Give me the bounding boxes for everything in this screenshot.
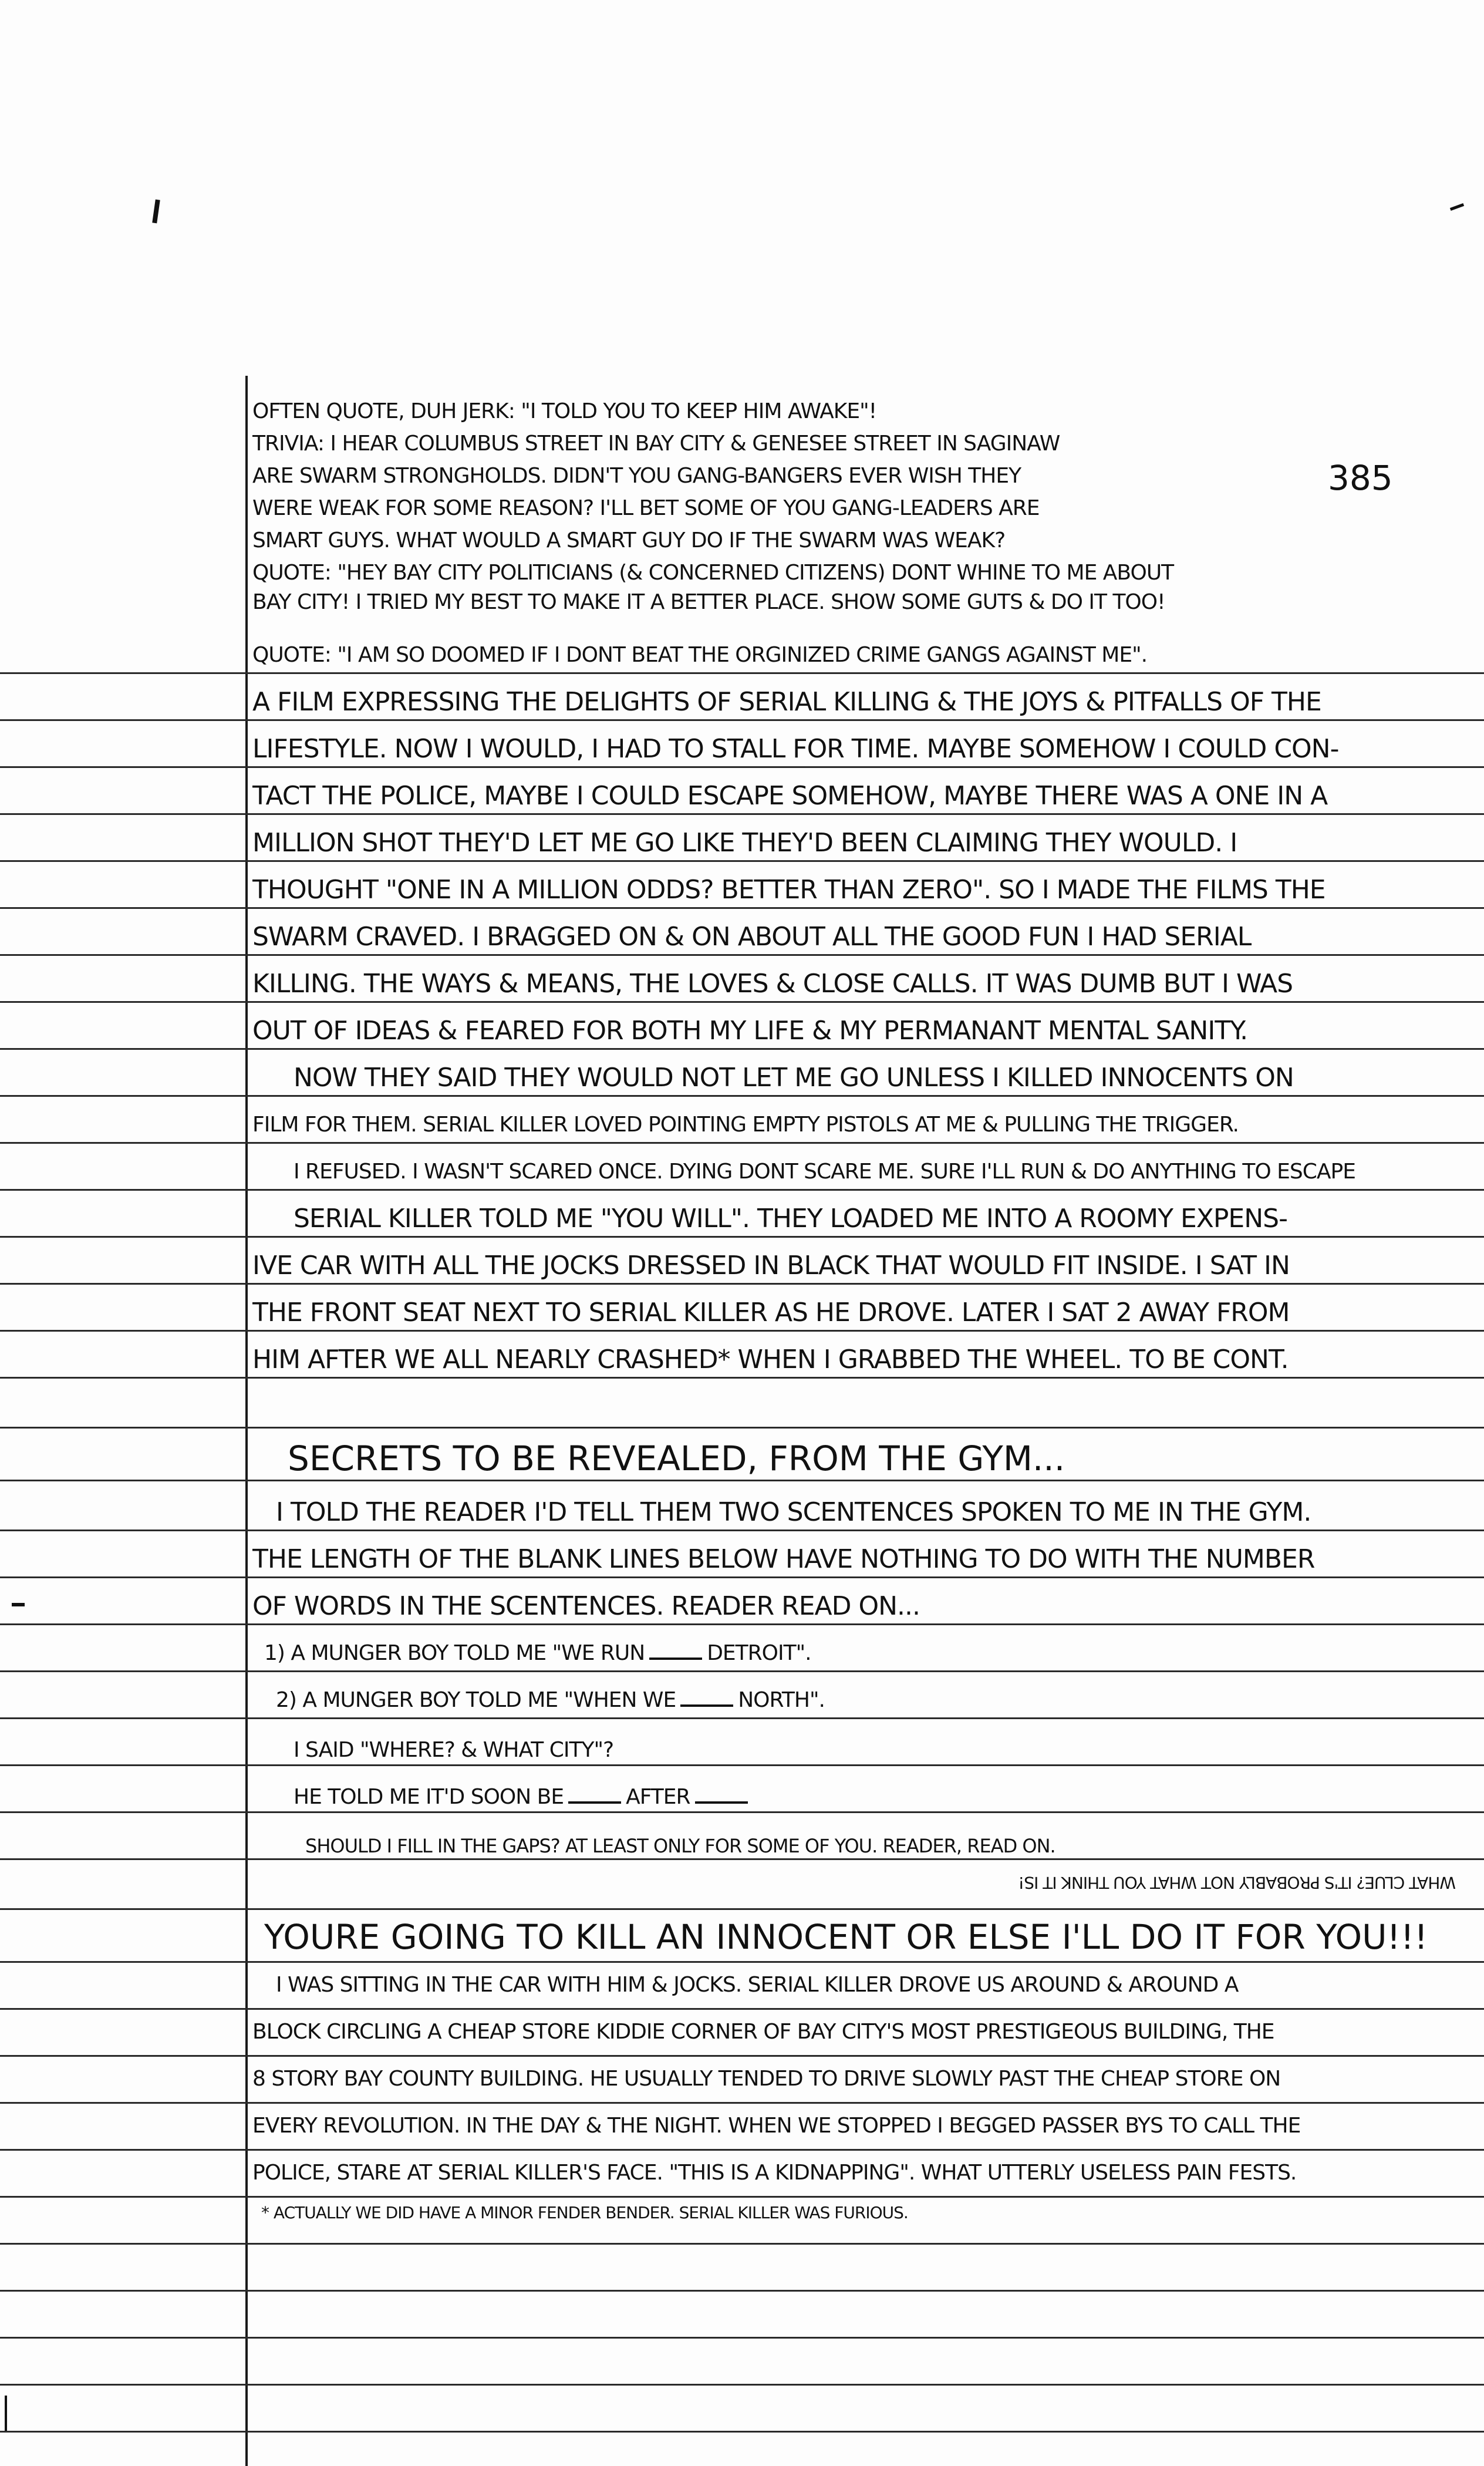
- text-line: OF WORDS IN THE SCENTENCES. READER READ ON...: [252, 1591, 920, 1621]
- text-line: SWARM CRAVED. I BRAGGED ON & ON ABOUT ALL THE GOOD FUN I HAD SERIAL: [252, 922, 1252, 952]
- text-line: EVERY REVOLUTION. IN THE DAY & THE NIGHT. WHEN WE STOPPED I BEGGED PASSER BYS TO CALL THE: [252, 2114, 1301, 2138]
- ruled-line: [0, 2243, 1484, 2245]
- ruled-line: [0, 1961, 1484, 1963]
- text-line: OFTEN QUOTE, DUH JERK: "I TOLD YOU TO KEEP HIM AWAKE"!: [252, 399, 877, 423]
- scan-mark: [152, 200, 160, 224]
- scan-mark: [5, 2396, 7, 2431]
- ruled-line: [0, 1142, 1484, 1144]
- ruled-line: [0, 1480, 1484, 1481]
- footnote: * ACTUALLY WE DID HAVE A MINOR FENDER BENDER. SERIAL KILLER WAS FURIOUS.: [261, 2203, 908, 2222]
- text-line: OUT OF IDEAS & FEARED FOR BOTH MY LIFE & MY PERMANANT MENTAL SANITY.: [252, 1016, 1248, 1046]
- text-line: I SAID "WHERE? & WHAT CITY"?: [294, 1738, 614, 1762]
- ruled-line: [0, 1048, 1484, 1050]
- text-line: SMART GUYS. WHAT WOULD A SMART GUY DO IF THE SWARM WAS WEAK?: [252, 528, 1006, 553]
- text-line: HIM AFTER WE ALL NEARLY CRASHED* WHEN I GRABBED THE WHEEL. TO BE CONT.: [252, 1345, 1289, 1375]
- text-line: SHOULD I FILL IN THE GAPS? AT LEAST ONLY FOR SOME OF YOU. READER, READ ON.: [305, 1835, 1055, 1857]
- blank-fill: [568, 1797, 621, 1804]
- ruled-line: [0, 1377, 1484, 1379]
- ruled-line: [0, 2384, 1484, 2386]
- text-line: IVE CAR WITH ALL THE JOCKS DRESSED IN BLACK THAT WOULD FIT INSIDE. I SAT IN: [252, 1251, 1290, 1281]
- ruled-line: [0, 1001, 1484, 1003]
- ruled-line: [0, 954, 1484, 956]
- text-line: [294, 1785, 1484, 1809]
- blank-fill: [680, 1700, 733, 1707]
- item-text: NORTH".: [738, 1688, 825, 1712]
- ruled-line: [0, 1427, 1484, 1429]
- ruled-line: [0, 1811, 1484, 1813]
- text-line: WERE WEAK FOR SOME REASON? I'LL BET SOME OF YOU GANG-LEADERS ARE: [252, 496, 1040, 520]
- blank-fill: [649, 1653, 702, 1660]
- section-heading: SECRETS TO BE REVEALED, FROM THE GYM...: [288, 1438, 1065, 1478]
- ruled-line: [0, 2102, 1484, 2104]
- ruled-line: [0, 813, 1484, 815]
- item-text: DETROIT".: [707, 1641, 811, 1665]
- text-line: LIFESTYLE. NOW I WOULD, I HAD TO STALL FOR TIME. MAYBE SOMEHOW I COULD CON-: [252, 734, 1339, 764]
- ruled-line: [0, 1530, 1484, 1531]
- text-line: BLOCK CIRCLING A CHEAP STORE KIDDIE CORNER OF BAY CITY'S MOST PRESTIGEOUS BUILDING, THE: [252, 2020, 1274, 2044]
- text-line: SERIAL KILLER TOLD ME "YOU WILL". THEY LOADED ME INTO A ROOMY EXPENS-: [294, 1204, 1287, 1234]
- item-text: 2) A MUNGER BOY TOLD ME "WHEN WE: [276, 1688, 676, 1712]
- ruled-line: [0, 719, 1484, 721]
- ruled-line: [0, 1330, 1484, 1332]
- text-line: KILLING. THE WAYS & MEANS, THE LOVES & CLOSE CALLS. IT WAS DUMB BUT I WAS: [252, 969, 1293, 999]
- ruled-line: [0, 2008, 1484, 2010]
- text-line: TRIVIA: I HEAR COLUMBUS STREET IN BAY CITY & GENESEE STREET IN SAGINAW: [252, 432, 1060, 456]
- ruled-line: [0, 2149, 1484, 2151]
- ruled-line: [0, 672, 1484, 674]
- text-line: I TOLD THE READER I'D TELL THEM TWO SCENTENCES SPOKEN TO ME IN THE GYM.: [276, 1497, 1311, 1527]
- text-line: FILM FOR THEM. SERIAL KILLER LOVED POINTING EMPTY PISTOLS AT ME & PULLING THE TRIGGER.: [252, 1113, 1239, 1137]
- text-line: MILLION SHOT THEY'D LET ME GO LIKE THEY'D BEEN CLAIMING THEY WOULD. I: [252, 828, 1237, 858]
- ruled-line: [0, 1858, 1484, 1860]
- numbered-item: [264, 1641, 1473, 1665]
- text-line: I WAS SITTING IN THE CAR WITH HIM & JOCKS. SERIAL KILLER DROVE US AROUND & AROUND A: [276, 1973, 1239, 1997]
- item-text: 1) A MUNGER BOY TOLD ME "WE RUN: [264, 1641, 645, 1665]
- ruled-line: [0, 1095, 1484, 1097]
- ruled-line: [0, 2196, 1484, 2198]
- item-text: AFTER: [626, 1785, 690, 1809]
- margin-line: [245, 376, 248, 2466]
- text-line: ARE SWARM STRONGHOLDS. DIDN'T YOU GANG-BANGERS EVER WISH THEY: [252, 464, 1021, 488]
- text-line: BAY CITY! I TRIED MY BEST TO MAKE IT A BETTER PLACE. SHOW SOME GUTS & DO IT TOO!: [252, 590, 1165, 614]
- ruled-line: [0, 1670, 1484, 1672]
- text-line: TACT THE POLICE, MAYBE I COULD ESCAPE SOMEHOW, MAYBE THERE WAS A ONE IN A: [252, 781, 1328, 811]
- ruled-line: [0, 2290, 1484, 2292]
- ruled-line: [0, 1236, 1484, 1238]
- text-line: NOW THEY SAID THEY WOULD NOT LET ME GO UNLESS I KILLED INNOCENTS ON: [294, 1063, 1294, 1093]
- text-line: 8 STORY BAY COUNTY BUILDING. HE USUALLY TENDED TO DRIVE SLOWLY PAST THE CHEAP STORE ON: [252, 2067, 1281, 2091]
- ruled-line: [0, 1717, 1484, 1719]
- ruled-line: [0, 907, 1484, 909]
- page-number: 385: [1328, 458, 1393, 498]
- text-line: POLICE, STARE AT SERIAL KILLER'S FACE. "THIS IS A KIDNAPPING". WHAT UTTERLY USELESS PAIN FESTS.: [252, 2161, 1297, 2185]
- ruled-line: [0, 1764, 1484, 1766]
- text-line: THOUGHT "ONE IN A MILLION ODDS? BETTER THAN ZERO". SO I MADE THE FILMS THE: [252, 875, 1326, 905]
- ruled-line: [0, 766, 1484, 768]
- ruled-line: [0, 1576, 1484, 1578]
- text-line: THE LENGTH OF THE BLANK LINES BELOW HAVE NOTHING TO DO WITH THE NUMBER: [252, 1544, 1315, 1574]
- text-line: QUOTE: "HEY BAY CITY POLITICIANS (& CONCERNED CITIZENS) DONT WHINE TO ME ABOUT: [252, 561, 1174, 585]
- ruled-line: [0, 1189, 1484, 1191]
- item-text: HE TOLD ME IT'D SOON BE: [294, 1785, 564, 1809]
- ruled-line: [0, 2055, 1484, 2057]
- scan-mark: [12, 1603, 25, 1606]
- numbered-item: [276, 1688, 1484, 1712]
- ruled-line: [0, 860, 1484, 862]
- text-line: I REFUSED. I WASN'T SCARED ONCE. DYING DONT SCARE ME. SURE I'LL RUN & DO ANYTHING TO ESCAPE: [294, 1160, 1355, 1184]
- scan-mark: [1450, 203, 1464, 211]
- ruled-line: [0, 1908, 1484, 1910]
- text-line: QUOTE: "I AM SO DOOMED IF I DONT BEAT THE ORGINIZED CRIME GANGS AGAINST ME".: [252, 643, 1148, 667]
- ruled-line: [0, 2431, 1484, 2433]
- blank-fill: [695, 1797, 748, 1804]
- ruled-line: [0, 1283, 1484, 1285]
- ruled-line: [0, 1623, 1484, 1625]
- ruled-line: [0, 2337, 1484, 2339]
- text-line: A FILM EXPRESSING THE DELIGHTS OF SERIAL KILLING & THE JOYS & PITFALLS OF THE: [252, 687, 1321, 717]
- upside-down-note: WHAT CLUE? IT'S PROBABLY NOT WHAT YOU THINK IT IS!: [1018, 1873, 1456, 1892]
- text-line: THE FRONT SEAT NEXT TO SERIAL KILLER AS HE DROVE. LATER I SAT 2 AWAY FROM: [252, 1298, 1290, 1328]
- bold-heading: YOURE GOING TO KILL AN INNOCENT OR ELSE I'LL DO IT FOR YOU!!!: [264, 1917, 1428, 1957]
